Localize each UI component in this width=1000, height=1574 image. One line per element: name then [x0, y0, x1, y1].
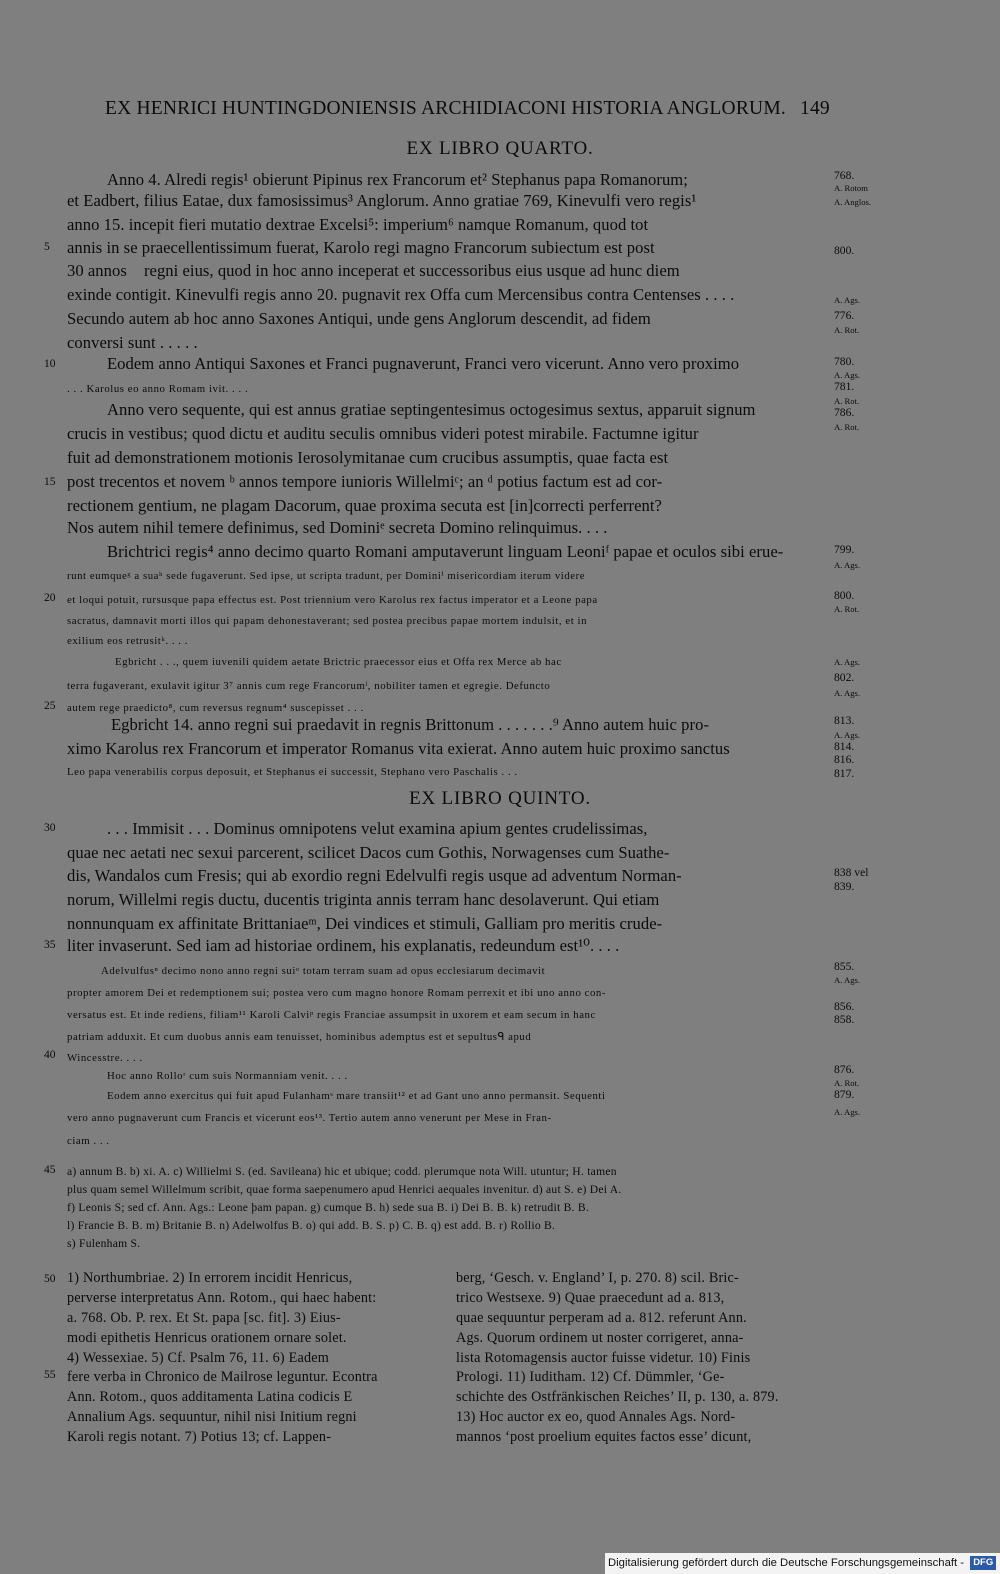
- margin-note: A. Ags.: [834, 688, 861, 698]
- line-number: 10: [44, 358, 56, 370]
- margin-note: A. Ags.: [834, 560, 861, 570]
- apparatus-line: a) annum B. b) xi. A. c) Willielmi S. (ed. Savileana) hic et ubique; codd. plerumque nota Will. utuntur; H. tamen: [67, 1165, 617, 1178]
- margin-note: A. Rot.: [834, 604, 860, 614]
- line-number: 15: [44, 476, 56, 488]
- margin-note: 856.: [834, 1000, 855, 1013]
- text-line: Eodem anno Antiqui Saxones et Franci pugnaverunt, Franci vero vicerunt. Anno vero proximo: [107, 354, 740, 373]
- footnote-line: a. 768. Ob. P. rex. Et St. papa [sc. fit]. 3) Eius-: [67, 1310, 341, 1326]
- footnote-line: lista Rotomagensis auctor fuisse videtur. 10) Finis: [456, 1350, 751, 1366]
- margin-note: 799.: [834, 543, 855, 556]
- line-number: 40: [44, 1049, 56, 1061]
- text-line: Secundo autem ab hoc anno Saxones Antiqui, unde gens Anglorum descendit, ad fidem: [67, 309, 651, 328]
- text-line: conversi sunt . . . . .: [67, 333, 198, 352]
- text-line: autem rege praedicto⁸, cum reversus regnum⁴ suscepisset . . .: [67, 702, 364, 714]
- text-line: 30 annos᪰ regni eius, quod in hoc anno inceperat et successoribus eius usque ad hunc diem: [67, 261, 680, 280]
- text-line: Anno 4. Alredi regis¹ obierunt Pipinus rex Francorum et² Stephanus papa Romanorum;: [107, 170, 688, 189]
- margin-note: 802.: [834, 671, 855, 684]
- line-number: 55: [44, 1369, 56, 1381]
- text-line: propter amorem Dei et redemptionem sui; postea vero cum magno honore Romam perrexit et ibi uno anno con-: [67, 987, 607, 999]
- margin-note: 781.: [834, 380, 855, 393]
- margin-note: 800.: [834, 244, 855, 257]
- text-line: Eodem anno exercitus qui fuit apud Fulanhamˢ mare transiit¹² et ad Gant uno anno permansit. Sequenti: [107, 1090, 606, 1102]
- text-line: ciam . . .: [67, 1135, 110, 1147]
- margin-note: A. Rot.: [834, 422, 860, 432]
- book-heading-5: EX LIBRO QUINTO.: [409, 788, 591, 809]
- text-line: et Eadbert, filius Eatae, dux famosissimus³ Anglorum. Anno gratiae 769, Kinevulfi vero regis¹: [67, 191, 697, 210]
- text-line: Anno vero sequente, qui est annus gratiae septingentesimus octogesimus sextus, apparuit signum: [107, 400, 756, 419]
- margin-note: 768.: [834, 169, 855, 182]
- page-number: 149: [800, 98, 830, 119]
- text-line: . . . Immisit . . . Dominus omnipotens velut examina apium gentes crudelissimas,: [107, 819, 648, 838]
- apparatus-line: f) Leonis S; sed cf. Ann. Ags.: Leone þam papan. g) cumque B. h) sede sua B. i) Dei B. B. k) retrudit B. B.: [67, 1201, 589, 1214]
- running-title: EX HENRICI HUNTINGDONIENSIS ARCHIDIACONI HISTORIA ANGLORUM.: [105, 98, 786, 119]
- text-line: Egbricht 14. anno regni sui praedavit in regnis Brittonum . . . . . . .⁹ Anno autem huic pro-: [111, 715, 710, 734]
- margin-note: 838 vel: [834, 866, 869, 879]
- line-number: 5: [44, 241, 50, 253]
- line-number: 30: [44, 822, 56, 834]
- text-line: fuit ad demonstrationem motionis Ierosolymitanae cum crucibus assumptis, quae facta est: [67, 448, 669, 467]
- line-number: 20: [44, 592, 56, 604]
- text-line: Egbricht . . ., quem iuvenili quidem aetate Brictric praecessor eius et Offa rex Merce ab hac: [115, 656, 562, 668]
- margin-note: A. Ags.: [834, 1107, 861, 1117]
- margin-note: 879.: [834, 1088, 855, 1101]
- footnote-line: Ann. Rotom., quos additamenta Latina codicis E: [67, 1389, 353, 1405]
- margin-note: A. Rotom: [834, 183, 868, 193]
- margin-note: A. Rot.: [834, 325, 860, 335]
- footnote-line: berg, ‘Gesch. v. England’ I, p. 270. 8) scil. Bric-: [456, 1270, 739, 1286]
- text-line: anno 15. incepit fieri mutatio dextrae Excelsi⁵: imperium⁶ namque Romanum, quod tot: [67, 215, 649, 234]
- footnote-line: mannos ‘post proelium equites factos esse’ dicunt,: [456, 1429, 752, 1445]
- margin-note: 876.: [834, 1063, 855, 1076]
- footnote-line: Prologi. 11) Iuditham. 12) Cf. Dümmler, ‘Ge-: [456, 1369, 725, 1385]
- footnote-line: Annalium Ags. sequuntur, nihil nisi Initium regni: [67, 1409, 357, 1425]
- margin-note: A. Ags.: [834, 370, 861, 380]
- text-line: Hoc anno Rolloʳ cum suis Normanniam venit. . . .: [107, 1070, 348, 1082]
- margin-note: A. Anglos.: [834, 197, 872, 207]
- text-line: nonnunquam ex affinitate Brittaniaeᵐ, Dei vindices et stimuli, Galliam pro meritis crude-: [67, 914, 663, 933]
- text-line: crucis in vestibus; quod dictu et auditu seculis omnibus videri potest mirabile. Factumne igitur: [67, 424, 699, 443]
- footnote-line: Karoli regis notant. 7) Potius 13; cf. Lappen-: [67, 1429, 332, 1445]
- margin-note: 817.: [834, 767, 855, 780]
- margin-note: 813.: [834, 714, 855, 727]
- margin-note: A. Ags.: [834, 657, 861, 667]
- line-number: 35: [44, 939, 56, 951]
- footnote-line: 13) Hoc auctor ex eo, quod Annales Ags. Nord-: [456, 1409, 736, 1425]
- footnote-line: perverse interpretatus Ann. Rotom., qui haec habent:: [67, 1290, 377, 1306]
- footnote-line: Ags. Quorum ordinem ut noster corrigeret, anna-: [456, 1330, 744, 1346]
- footnote-line: 4) Wessexiae. 5) Cf. Psalm 76, 11. 6) Eadem: [67, 1350, 329, 1366]
- margin-note: A. Ags.: [834, 295, 861, 305]
- dfg-logo: DFG: [970, 1556, 996, 1570]
- text-line: Leo papa venerabilis corpus deposuit, et Stephanus ei successit, Stephano vero Paschalis . . .: [67, 766, 518, 778]
- text-line: rectionem gentium, ne plagam Dacorum, quae proxima secuta est [in]correcti perferrent?: [67, 496, 662, 515]
- text-line: annis in se praecellentissimum fuerat, Karolo regi magno Francorum subiectum est post: [67, 238, 655, 257]
- text-line: . . . Karolus eo anno Romam ivit. . . .: [67, 383, 249, 395]
- line-number: 50: [44, 1273, 56, 1285]
- text-line: Brichtrici regis⁴ anno decimo quarto Romani amputaverunt linguam Leoniᶠ papae et oculos sibi erue-: [107, 542, 784, 561]
- text-line: et loqui potuit, rursusque papa effectus est. Post triennium vero Karolus rex factus imperator et a Leone papa: [67, 594, 598, 606]
- text-line: dis, Wandalos cum Fresis; qui ab exordio regni Edelvulfi regis usque ad adventum Norman-: [67, 866, 682, 885]
- text-line: Adelvulfusⁿ decimo nono anno regni suiᵒ totam terram suam ad opus ecclesiarum decimavit: [101, 965, 546, 977]
- footnote-line: modi epithetis Henricus orationem ornare solet.: [67, 1330, 347, 1346]
- text-line: runt eumqueᵍ a suaʰ sede fugaverunt. Sed ipse, ut scripta tradunt, per Dominiⁱ misericordiam iterum videre: [67, 570, 586, 582]
- apparatus-line: s) Fulenham S.: [67, 1237, 141, 1250]
- margin-note: 839.: [834, 880, 855, 893]
- footnote-line: trico Westsexe. 9) Quae praecedunt ad a. 813,: [456, 1290, 725, 1306]
- margin-note: A. Ags.: [834, 975, 861, 985]
- margin-note: 786.: [834, 406, 855, 419]
- text-line: versatus est. Et inde rediens, filiam¹¹ Karoli Calviᵖ regis Franciae assumpsit in uxorem et eam secum in hanc: [67, 1009, 596, 1021]
- margin-note: 858.: [834, 1013, 855, 1026]
- margin-note: A. Rot.: [834, 1078, 860, 1088]
- margin-note: 814.: [834, 740, 855, 753]
- text-line: vero anno pugnaverunt cum Francis et vicerunt eos¹³. Tertio autem anno venerunt per Mese in Fran-: [67, 1112, 552, 1124]
- text-line: terra fugaverant, exulavit igitur 3⁷ annis cum rege Francorumˡ, nobiliter tamen et egregie. Defuncto: [67, 680, 551, 692]
- text-line: liter invaserunt. Sed iam ad historiae ordinem, his explanatis, redeundum est¹⁰. . . .: [67, 936, 620, 955]
- text-line: patriam adduxit. Et cum duobus annis eam tenuisset, hominibus ademptus est et sepultusᑫ apud: [67, 1031, 532, 1043]
- text-line: quae nec aetati nec sexui parcerent, scilicet Dacos cum Gothis, Norwagenses cum Suathe-: [67, 843, 670, 862]
- digitization-credit: [605, 1553, 1000, 1574]
- margin-note: 816.: [834, 753, 855, 766]
- footnote-line: schichte des Ostfränkischen Reiches’ II, p. 130, a. 879.: [456, 1389, 779, 1405]
- text-line: norum, Willelmi regis ductu, ducentis triginta annis terram hanc desolaverunt. Qui etiam: [67, 890, 660, 909]
- footnote-line: fere verba in Chronico de Mailrose leguntur. Econtra: [67, 1369, 378, 1385]
- credit-text: Digitalisierung gefördert durch die Deutsche Forschungsgemeinschaft -: [608, 1557, 965, 1569]
- text-line: exilium eos retrusitᵏ. . . .: [67, 635, 189, 647]
- text-line: exinde contigit. Kinevulfi regis anno 20. pugnavit rex Offa cum Mercensibus contra Centenses . . . .: [67, 285, 735, 304]
- margin-note: A. Rot.: [834, 396, 860, 406]
- footnote-line: 1) Northumbriae. 2) In errorem incidit Henricus,: [67, 1270, 353, 1286]
- margin-note: 780.: [834, 355, 855, 368]
- text-line: Wincesstre. . . .: [67, 1052, 143, 1064]
- line-number: 45: [44, 1164, 56, 1176]
- text-line: ximo Karolus rex Francorum et imperator Romanus vita exierat. Anno autem huic proximo sanctus: [67, 739, 730, 758]
- text-line: sacratus, damnavit morti illos qui papam dehonestaverant; sed postea precibus papae mortem indulsit, et in: [67, 615, 588, 627]
- book-heading-4: EX LIBRO QUARTO.: [406, 138, 594, 159]
- line-number: 25: [44, 700, 56, 712]
- margin-note: 800.: [834, 589, 855, 602]
- text-line: post trecentos et novem ᵇ annos tempore iunioris Willelmiᶜ; an ᵈ potius factum est ad cor-: [67, 472, 663, 491]
- margin-note: 776.: [834, 309, 855, 322]
- footnote-line: quae sequuntur perperam ad a. 812. referunt Ann.: [456, 1310, 747, 1326]
- apparatus-line: l) Francie B. B. m) Britanie B. n) Adelwolfus B. o) qui add. B. S. p) C. B. q) est add. B. r) Rollio B.: [67, 1219, 556, 1232]
- apparatus-line: plus quam semel Willelmum scribit, quae forma saepenumero apud Henrici aequales invenitur. d) aut S. e) Dei A.: [67, 1183, 622, 1196]
- margin-note: A. Ags.: [834, 730, 861, 740]
- margin-note: 855.: [834, 960, 855, 973]
- text-line: Nos autem nihil temere definimus, sed Dominiᵉ secreta Domino relinquimus. . . .: [67, 518, 608, 537]
